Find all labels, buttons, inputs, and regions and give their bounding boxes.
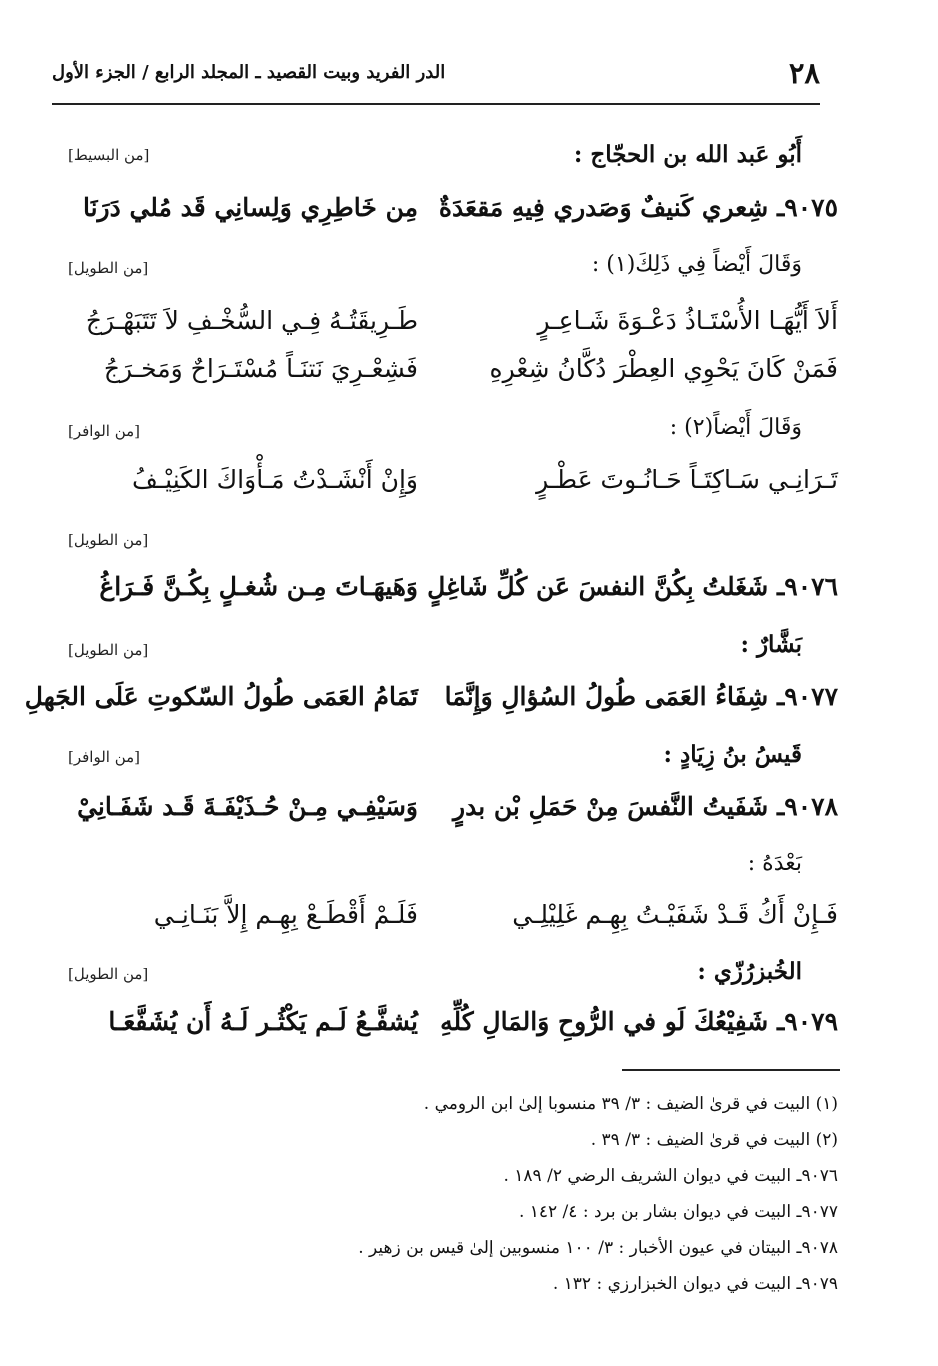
- verse-second-hemistich: تَمَامُ العَمَى طُولُ السّكوتِ عَلَى الجَهلِ: [24, 682, 418, 711]
- verse-second-hemistich: مِن خَاطِرِي وَلِسانِي قَد مُلي دَرَنَا: [82, 193, 418, 222]
- poet-heading: الخُبزرُزّي :: [697, 958, 802, 985]
- footnote: (٢) البيت في قرىٰ الضيف : ٣/ ٣٩ .: [590, 1130, 838, 1150]
- header-divider: [52, 103, 820, 105]
- verse-second-hemistich: فَلَـمْ أَقْطَـعْ بِهِـم إِلاَّ بَنَـانِـي: [153, 900, 418, 929]
- verse-intro: وَقَالَ أَيْضاً فِي ذَلِكَ(١) :: [591, 252, 802, 277]
- verse-first-hemistich: ٩٠٧٨ـ شَفَيتُ النَّفسَ مِنْ حَمَلِ بْن بدرٍ: [453, 792, 838, 821]
- footnote: ٩٠٧٦ـ البيت في ديوان الشريف الرضي ٢/ ١٨٩ .: [503, 1166, 838, 1186]
- footnote: ٩٠٧٧ـ البيت في ديوان بشار بن برد : ٤/ ١٤٢ .: [518, 1202, 838, 1222]
- verse-first-hemistich: ٩٠٧٦ـ شَغَلتُ بِكُنَّ النفسَ عَن كُلِّ شَاغِلٍ: [427, 572, 838, 601]
- verse-second-hemistich: وَإِنْ أَنْشَـدْتُ مَـأْوَاكَ الكَنِيْـفُ: [131, 465, 418, 494]
- poet-heading: بَشَّارٌ :: [740, 631, 802, 658]
- verse-second-hemistich: طَـرِيقَتُـهُ فِـي السُّخْـفِ لاَ تَتَبَهْـرَجُ: [85, 306, 418, 335]
- verse-second-hemistich: وَهَيهَـاتَ مِـن شُغـلٍ بِكُـنَّ فَـرَاغُ: [99, 572, 418, 601]
- page-header: [52, 56, 820, 96]
- verse-second-hemistich: فَشِعْـرِيَ نَتنَـاً مُسْتَـرَاحٌ وَمَخـرَجُ: [103, 354, 418, 383]
- verse-second-hemistich: وَسَيْفِـي مِـنْ حُـذَيْفَـةَ قَـد شَفَـانِيْ: [77, 792, 418, 821]
- verse-intro: بَعْدَهُ :: [747, 851, 802, 876]
- footnote: ٩٠٧٩ـ البيت في ديوان الخبزارزي : ١٣٢ .: [552, 1274, 838, 1294]
- page-number: ٢٨: [788, 56, 820, 90]
- verse-first-hemistich: ٩٠٧٩ـ شَفِيْعُكَ لَو في الرُّوحِ وَالمَالِ كُلِّهِ: [440, 1007, 838, 1036]
- footnote: ٩٠٧٨ـ البيتان في عيون الأخبار : ٣/ ١٠٠ منسوبين إلىٰ قيس بن زهير .: [358, 1238, 838, 1258]
- meter-label: [من الوافر]: [68, 422, 141, 440]
- footnote-divider: [622, 1069, 840, 1071]
- verse-second-hemistich: يُشفَّـعُ لَـم يَكْثُـر لَـهُ أَن يُشَفَّعَـا: [108, 1007, 418, 1036]
- poet-heading: قَيسُ بنُ زِيَادٍ :: [663, 741, 802, 768]
- meter-label: [من الطويل]: [68, 531, 149, 549]
- verse-first-hemistich: ٩٠٧٥ـ شِعري كَنيفٌ وَصَدري فِيهِ مَقعَدَةٌ: [438, 193, 838, 222]
- meter-label: [من الطويل]: [68, 965, 149, 983]
- verse-intro: وَقَالَ أَيْضاً(٢) :: [669, 415, 802, 440]
- running-head: الدر الفريد وبيت القصيد ـ المجلد الرابع / الجزء الأول: [52, 62, 446, 83]
- poet-heading: أَبُو عَبد الله بن الحجّاج :: [573, 141, 802, 168]
- verse-first-hemistich: تَـرَانِـي سَـاكِتَـاً حَـانُـوتَ عَطْـرٍ: [536, 465, 838, 494]
- footnote: (١) البيت في قرىٰ الضيف : ٣/ ٣٩ منسوبا إلىٰ ابن الرومي .: [423, 1094, 838, 1114]
- meter-label: [من البسيط]: [68, 146, 150, 164]
- verse-first-hemistich: فَمَنْ كَانَ يَحْوِي العِطْرَ دُكَّانُ شِعْرِهِ: [489, 354, 838, 383]
- verse-first-hemistich: فَـإِنْ أَكُ قَـدْ شَفَيْـتُ بِهِـم غَلِيْلِـي: [512, 900, 838, 929]
- verse-first-hemistich: أَلاَ أَيُّهَـا الأُسْتَـاذُ دَعْـوَةَ شَـاعِـرٍ: [537, 306, 838, 335]
- meter-label: [من الطويل]: [68, 641, 149, 659]
- meter-label: [من الوافر]: [68, 748, 141, 766]
- meter-label: [من الطويل]: [68, 259, 149, 277]
- verse-first-hemistich: ٩٠٧٧ـ شِفَاءُ العَمَى طُولُ السُؤالِ وَإِنَّمَا: [444, 682, 838, 711]
